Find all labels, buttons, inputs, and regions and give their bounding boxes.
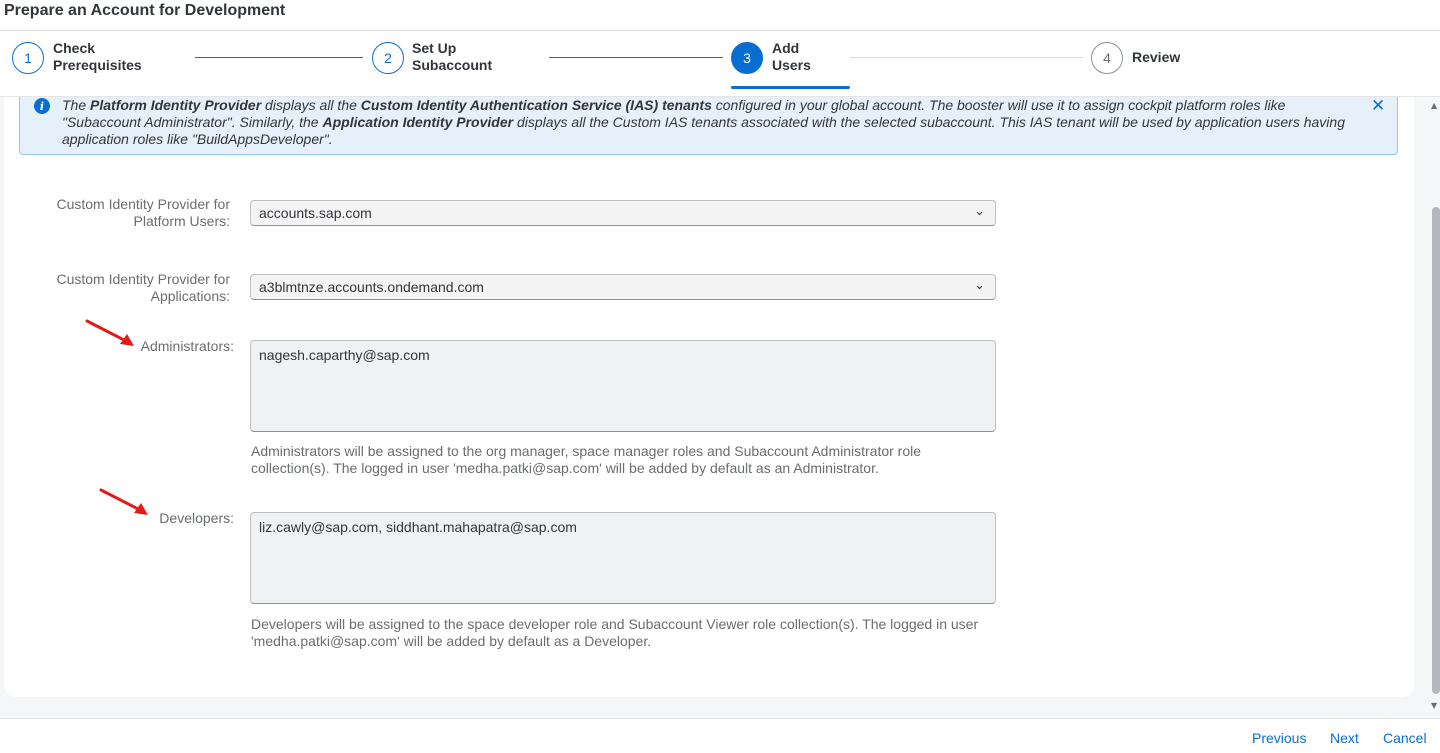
step-3-label[interactable]: [772, 40, 811, 74]
step-1-number[interactable]: 1: [12, 42, 44, 74]
app-idp-value: a3blmtnze.accounts.ondemand.com: [259, 279, 484, 295]
developers-hint-line1: Developers will be assigned to the space developer role and Subaccount Viewer role collection(s). The logged in user: [251, 616, 979, 632]
info-bold-app-idp: Application Identity Provider: [322, 114, 514, 130]
step-connector-3: [850, 57, 1083, 58]
chevron-down-icon[interactable]: ⌄: [974, 278, 985, 293]
info-text-part3: configured in your global account. The booster will use it to assign cockpit platform roles like "Subaccount Administrator". Similarly, the: [62, 97, 1286, 130]
info-message-strip: [19, 97, 1398, 155]
info-bold-ias-tenants: Custom Identity Authentication Service (IAS) tenants: [360, 97, 712, 113]
administrators-hint-line2: collection(s). The logged in user 'medha.patki@sap.com' will be added by default as an Administrator.: [251, 460, 879, 476]
active-step-indicator: [731, 86, 850, 89]
info-text-part4: displays all the Custom IAS tenants associated with the selected subaccount. This IAS tenant will be used by application users having application roles like "BuildAppsDeveloper".: [62, 114, 1345, 147]
step-connector-2: [549, 57, 723, 58]
step-2-number[interactable]: 2: [372, 42, 404, 74]
administrators-input[interactable]: nagesh.caparthy@sap.com: [250, 340, 996, 432]
scroll-down-icon[interactable]: ▼: [1431, 701, 1438, 710]
vertical-scrollbar[interactable]: [1430, 97, 1440, 717]
step-1-label-line1: Check: [53, 40, 96, 56]
step-3-label-line2: Users: [772, 57, 811, 73]
chevron-down-icon[interactable]: ⌄: [974, 204, 985, 219]
info-text-part1: The: [62, 97, 91, 113]
app-idp-label-line2: Applications:: [150, 288, 230, 304]
app-idp-select[interactable]: [250, 274, 996, 300]
developers-label: Developers:: [159, 510, 234, 526]
cancel-button[interactable]: Cancel: [1383, 730, 1427, 746]
app-idp-label-line1: Custom Identity Provider for: [56, 271, 230, 287]
platform-idp-select[interactable]: [250, 200, 996, 226]
step-1-label-line2: Prerequisites: [53, 57, 142, 73]
wizard-footer: [0, 718, 1440, 753]
info-icon: i: [34, 98, 50, 114]
step-3-label-line1: Add: [772, 40, 800, 56]
step-4-label[interactable]: Review: [1132, 49, 1181, 65]
step-1-label[interactable]: [53, 40, 142, 74]
developers-input[interactable]: liz.cawly@sap.com, siddhant.mahapatra@sap.com: [250, 512, 996, 604]
step-2-label-line2: Subaccount: [412, 57, 493, 73]
next-button[interactable]: Next: [1330, 730, 1359, 746]
platform-idp-label: [10, 196, 230, 230]
step-2-label[interactable]: [412, 40, 492, 74]
wizard-progress: [0, 31, 1440, 97]
administrators-hint: [251, 443, 1011, 477]
step-2-label-line1: Set Up: [412, 40, 457, 56]
page-title: Prepare an Account for Development: [4, 2, 286, 19]
step-connector-1: [195, 57, 363, 58]
developers-hint: [251, 616, 1011, 650]
info-message-text: [62, 97, 1362, 148]
page-header: [0, 0, 1440, 31]
administrators-label: Administrators:: [140, 338, 234, 354]
developers-hint-line2: 'medha.patki@sap.com' will be added by default as a Developer.: [251, 633, 652, 649]
platform-idp-value: accounts.sap.com: [259, 205, 372, 221]
platform-idp-label-line1: Custom Identity Provider for: [56, 196, 230, 212]
scrollbar-thumb[interactable]: [1432, 207, 1440, 694]
app-idp-label: [10, 271, 230, 305]
step-4-number[interactable]: 4: [1091, 42, 1123, 74]
info-bold-platform-idp: Platform Identity Provider: [90, 97, 262, 113]
previous-button[interactable]: Previous: [1252, 730, 1307, 746]
step-3-number[interactable]: 3: [731, 42, 763, 74]
scroll-up-icon[interactable]: ▲: [1431, 101, 1438, 110]
info-text-part2: displays all the: [261, 97, 361, 113]
close-icon[interactable]: ✕: [1371, 96, 1386, 116]
administrators-hint-line1: Administrators will be assigned to the org manager, space manager roles and Subaccount Administrator role: [251, 443, 922, 459]
platform-idp-label-line2: Platform Users:: [133, 213, 230, 229]
